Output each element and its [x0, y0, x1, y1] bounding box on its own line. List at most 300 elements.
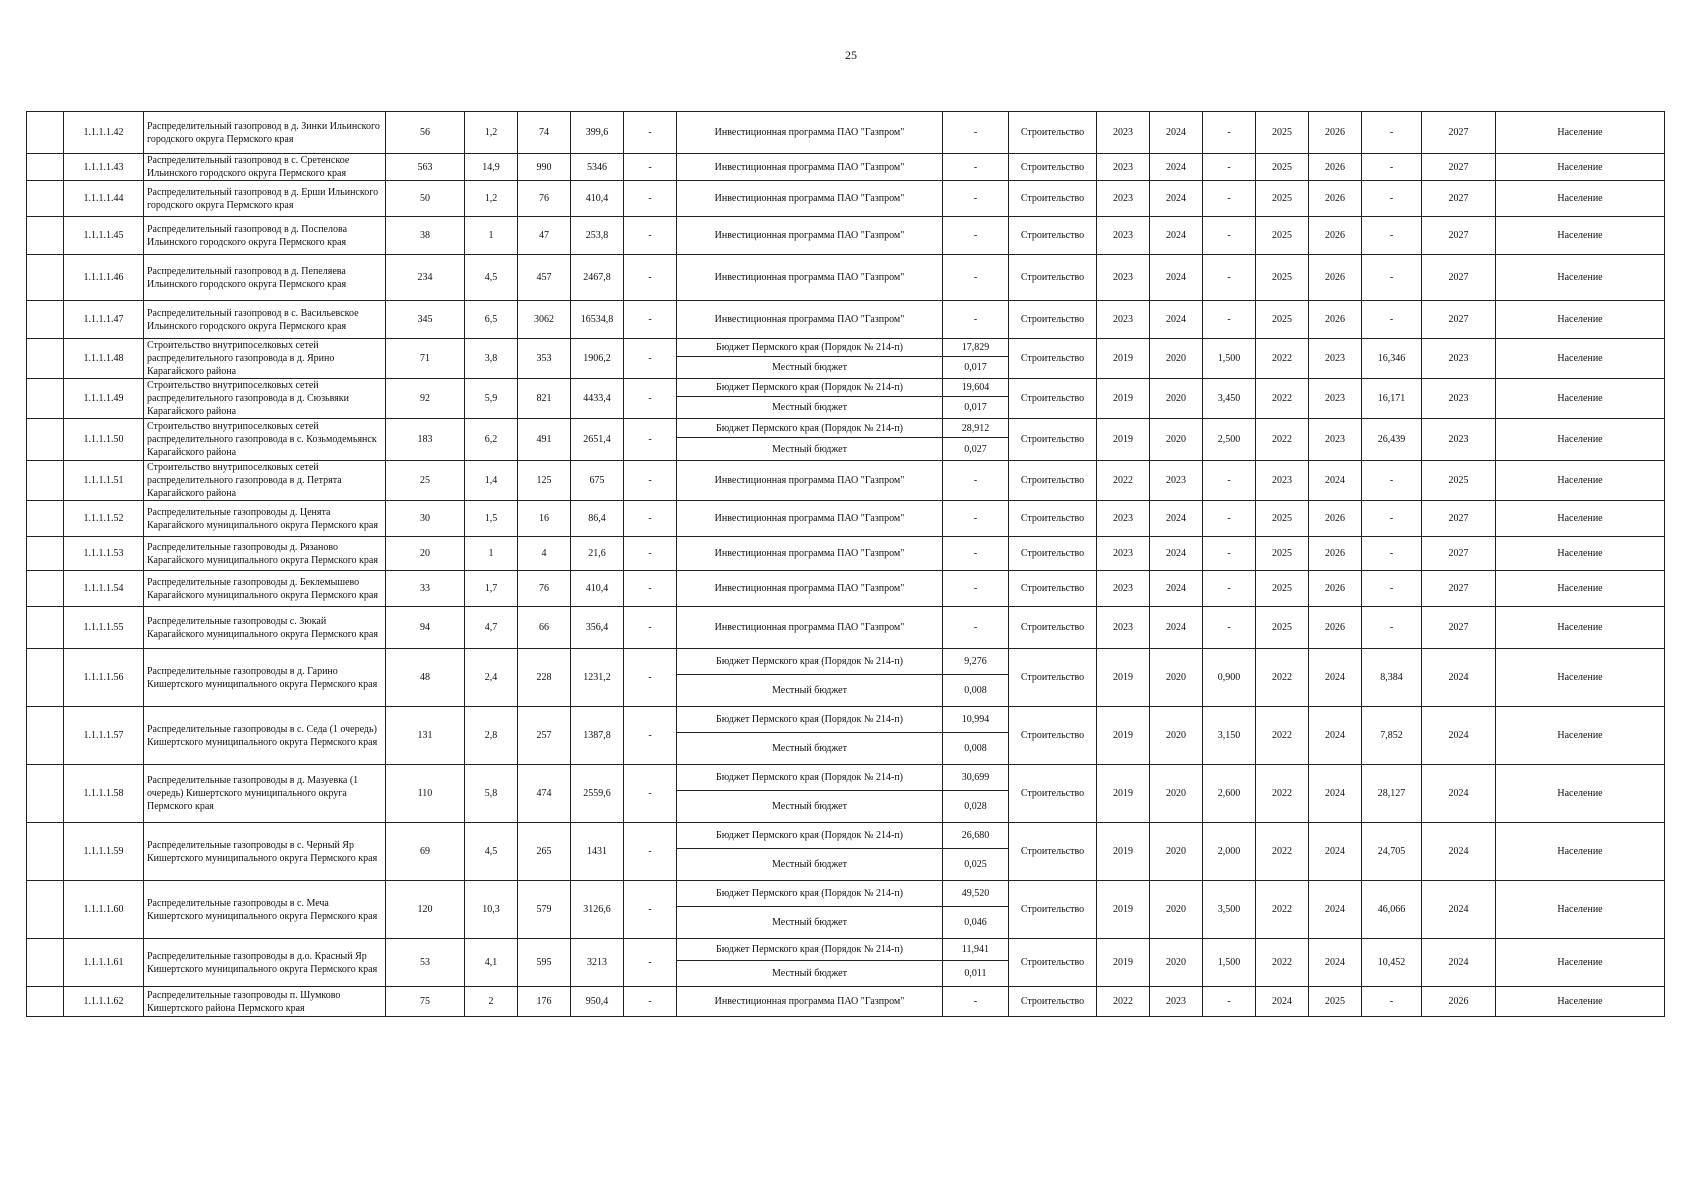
value-cell: 1 — [465, 537, 518, 571]
value-cell: 0,900 — [1203, 649, 1256, 707]
year-cell: 2025 — [1309, 987, 1362, 1017]
value-cell: - — [1203, 301, 1256, 339]
value-cell: - — [624, 881, 677, 939]
year-cell: 2019 — [1097, 765, 1150, 823]
item-number: 1.1.1.1.52 — [64, 501, 144, 537]
value-cell: 5,9 — [465, 379, 518, 419]
year-cell: 2020 — [1150, 419, 1203, 461]
empty-cell — [27, 255, 64, 301]
work-type: Строительство — [1009, 537, 1097, 571]
year-cell: 2019 — [1097, 823, 1150, 881]
object-name: Распределительные газопроводы д. Рязаново Карагайского муниципального округа Пермского края — [144, 537, 386, 571]
empty-cell — [27, 419, 64, 461]
value-cell: 1,5 — [465, 501, 518, 537]
object-name: Распределительные газопроводы д. Беклемышево Карагайского муниципального округа Пермского края — [144, 571, 386, 607]
year-cell: 2024 — [1309, 649, 1362, 707]
empty-cell — [27, 461, 64, 501]
value-cell: 2467,8 — [571, 255, 624, 301]
year-cell: 2024 — [1309, 939, 1362, 987]
table-row — [27, 379, 1665, 397]
value-cell: 74 — [518, 112, 571, 154]
item-number: 1.1.1.1.51 — [64, 461, 144, 501]
year-cell: 2019 — [1097, 419, 1150, 461]
year-cell: 2024 — [1150, 301, 1203, 339]
table-row — [27, 649, 1665, 675]
year-cell: 2019 — [1097, 379, 1150, 419]
funding-amount: 0,025 — [943, 849, 1009, 881]
object-name: Распределительные газопроводы п. Шумково Кишертского района Пермского края — [144, 987, 386, 1017]
object-name: Распределительный газопровод в д. Зинки Ильинского городского округа Пермского края — [144, 112, 386, 154]
item-number: 1.1.1.1.46 — [64, 255, 144, 301]
year-cell: 2019 — [1097, 339, 1150, 379]
year-cell: 2025 — [1256, 571, 1309, 607]
funding-amount: - — [943, 217, 1009, 255]
consumer-category: Население — [1496, 571, 1665, 607]
year-cell: 2026 — [1422, 987, 1496, 1017]
funding-source: Бюджет Пермского края (Порядок № 214-п) — [677, 823, 943, 849]
object-name: Распределительный газопровод в д. Ерши Ильинского городского округа Пермского края — [144, 181, 386, 217]
value-cell: 3,450 — [1203, 379, 1256, 419]
funding-source: Местный бюджет — [677, 675, 943, 707]
table-row — [27, 255, 1665, 301]
value-cell: - — [1203, 607, 1256, 649]
empty-cell — [27, 607, 64, 649]
value-cell: - — [1203, 217, 1256, 255]
empty-cell — [27, 765, 64, 823]
year-cell: 2025 — [1256, 607, 1309, 649]
consumer-category: Население — [1496, 255, 1665, 301]
funding-amount: 0,008 — [943, 675, 1009, 707]
year-cell: 2023 — [1097, 501, 1150, 537]
funding-source: Бюджет Пермского края (Порядок № 214-п) — [677, 765, 943, 791]
value-cell: 3,8 — [465, 339, 518, 379]
work-type: Строительство — [1009, 649, 1097, 707]
year-cell: 2019 — [1097, 707, 1150, 765]
year-cell: 2024 — [1309, 461, 1362, 501]
year-cell: 2024 — [1309, 765, 1362, 823]
value-cell: - — [1203, 537, 1256, 571]
year-cell: 2026 — [1309, 571, 1362, 607]
object-name: Распределительные газопроводы д. Ценята Карагайского муниципального округа Пермского края — [144, 501, 386, 537]
funding-amount: 0,046 — [943, 907, 1009, 939]
year-cell: 2024 — [1150, 607, 1203, 649]
funding-amount: 28,912 — [943, 419, 1009, 438]
value-cell: 579 — [518, 881, 571, 939]
consumer-category: Население — [1496, 461, 1665, 501]
funding-amount: 49,520 — [943, 881, 1009, 907]
table-row — [27, 461, 1665, 501]
value-cell: - — [624, 339, 677, 379]
empty-cell — [27, 501, 64, 537]
work-type: Строительство — [1009, 501, 1097, 537]
item-number: 1.1.1.1.48 — [64, 339, 144, 379]
year-cell: 2022 — [1256, 419, 1309, 461]
work-type: Строительство — [1009, 339, 1097, 379]
value-cell: 821 — [518, 379, 571, 419]
empty-cell — [27, 823, 64, 881]
value-cell: 410,4 — [571, 571, 624, 607]
value-cell: 3213 — [571, 939, 624, 987]
funding-source: Инвестиционная программа ПАО "Газпром" — [677, 571, 943, 607]
funding-source: Инвестиционная программа ПАО "Газпром" — [677, 987, 943, 1017]
year-cell: 2026 — [1309, 154, 1362, 181]
value-cell: 76 — [518, 181, 571, 217]
funding-source: Местный бюджет — [677, 849, 943, 881]
work-type: Строительство — [1009, 939, 1097, 987]
empty-cell — [27, 571, 64, 607]
funding-amount: - — [943, 181, 1009, 217]
funding-amount: 19,604 — [943, 379, 1009, 397]
value-cell: 563 — [386, 154, 465, 181]
table-row — [27, 881, 1665, 907]
table-row — [27, 339, 1665, 357]
year-cell: 2027 — [1422, 181, 1496, 217]
funding-amount: - — [943, 571, 1009, 607]
value-cell: 120 — [386, 881, 465, 939]
year-cell: 2025 — [1256, 112, 1309, 154]
year-cell: 2024 — [1309, 881, 1362, 939]
year-cell: 2023 — [1097, 537, 1150, 571]
table-row — [27, 987, 1665, 1017]
year-cell: 2026 — [1309, 112, 1362, 154]
table-row — [27, 707, 1665, 733]
value-cell: - — [1203, 461, 1256, 501]
year-cell: 2023 — [1150, 461, 1203, 501]
item-number: 1.1.1.1.49 — [64, 379, 144, 419]
work-type: Строительство — [1009, 379, 1097, 419]
value-cell: 94 — [386, 607, 465, 649]
table-row — [27, 939, 1665, 961]
funding-source: Инвестиционная программа ПАО "Газпром" — [677, 301, 943, 339]
value-cell: - — [624, 571, 677, 607]
funding-amount: - — [943, 501, 1009, 537]
year-cell: 2026 — [1309, 501, 1362, 537]
value-cell: 131 — [386, 707, 465, 765]
item-number: 1.1.1.1.57 — [64, 707, 144, 765]
year-cell: 2022 — [1256, 939, 1309, 987]
consumer-category: Население — [1496, 339, 1665, 379]
year-cell: 2022 — [1097, 987, 1150, 1017]
year-cell: 2026 — [1309, 255, 1362, 301]
value-cell: 47 — [518, 217, 571, 255]
object-name: Строительство внутрипоселковых сетей распределительного газопровода в д. Петрята Карагайского района — [144, 461, 386, 501]
work-type: Строительство — [1009, 419, 1097, 461]
table-row — [27, 571, 1665, 607]
year-cell: 2023 — [1309, 339, 1362, 379]
funding-amount: 26,680 — [943, 823, 1009, 849]
value-cell: 4,7 — [465, 607, 518, 649]
table-row — [27, 301, 1665, 339]
work-type: Строительство — [1009, 301, 1097, 339]
item-number: 1.1.1.1.60 — [64, 881, 144, 939]
value-cell: 1,7 — [465, 571, 518, 607]
year-cell: 2023 — [1309, 419, 1362, 461]
object-name: Распределительный газопровод в с. Сретенское Ильинского городского округа Пермского края — [144, 154, 386, 181]
year-cell: 2026 — [1309, 537, 1362, 571]
year-cell: 2027 — [1422, 154, 1496, 181]
empty-cell — [27, 301, 64, 339]
value-cell: 4433,4 — [571, 379, 624, 419]
value-cell: - — [1362, 112, 1422, 154]
value-cell: 56 — [386, 112, 465, 154]
table-row — [27, 765, 1665, 791]
value-cell: 16 — [518, 501, 571, 537]
value-cell: 33 — [386, 571, 465, 607]
value-cell: 30 — [386, 501, 465, 537]
work-type: Строительство — [1009, 154, 1097, 181]
funding-amount: 11,941 — [943, 939, 1009, 961]
year-cell: 2023 — [1097, 181, 1150, 217]
value-cell: - — [624, 939, 677, 987]
year-cell: 2019 — [1097, 649, 1150, 707]
funding-amount: - — [943, 537, 1009, 571]
value-cell: 356,4 — [571, 607, 624, 649]
item-number: 1.1.1.1.55 — [64, 607, 144, 649]
table-row — [27, 823, 1665, 849]
funding-source: Бюджет Пермского края (Порядок № 214-п) — [677, 881, 943, 907]
empty-cell — [27, 217, 64, 255]
empty-cell — [27, 537, 64, 571]
funding-amount: - — [943, 255, 1009, 301]
value-cell: - — [1203, 571, 1256, 607]
empty-cell — [27, 881, 64, 939]
gas-pipeline-table — [26, 111, 1665, 1017]
year-cell: 2024 — [1422, 649, 1496, 707]
object-name: Распределительный газопровод в с. Васильевское Ильинского городского округа Пермского края — [144, 301, 386, 339]
funding-source: Местный бюджет — [677, 438, 943, 461]
value-cell: 257 — [518, 707, 571, 765]
consumer-category: Население — [1496, 301, 1665, 339]
value-cell: 66 — [518, 607, 571, 649]
funding-source: Инвестиционная программа ПАО "Газпром" — [677, 112, 943, 154]
value-cell: 16,171 — [1362, 379, 1422, 419]
value-cell: 353 — [518, 339, 571, 379]
year-cell: 2027 — [1422, 255, 1496, 301]
consumer-category: Население — [1496, 217, 1665, 255]
empty-cell — [27, 154, 64, 181]
table-row — [27, 112, 1665, 154]
table-row — [27, 217, 1665, 255]
funding-amount: - — [943, 987, 1009, 1017]
value-cell: 4,1 — [465, 939, 518, 987]
table-row — [27, 501, 1665, 537]
page-number: 25 — [845, 48, 857, 62]
value-cell: - — [624, 537, 677, 571]
value-cell: 2,500 — [1203, 419, 1256, 461]
funding-source: Бюджет Пермского края (Порядок № 214-п) — [677, 939, 943, 961]
value-cell: - — [624, 765, 677, 823]
year-cell: 2025 — [1256, 537, 1309, 571]
value-cell: 3062 — [518, 301, 571, 339]
funding-source: Местный бюджет — [677, 357, 943, 379]
consumer-category: Население — [1496, 419, 1665, 461]
value-cell: 4,5 — [465, 255, 518, 301]
value-cell: 410,4 — [571, 181, 624, 217]
funding-source: Местный бюджет — [677, 733, 943, 765]
value-cell: - — [1203, 154, 1256, 181]
value-cell: 50 — [386, 181, 465, 217]
value-cell: - — [624, 419, 677, 461]
work-type: Строительство — [1009, 255, 1097, 301]
value-cell: - — [624, 607, 677, 649]
value-cell: 48 — [386, 649, 465, 707]
value-cell: - — [624, 181, 677, 217]
value-cell: 1,500 — [1203, 339, 1256, 379]
object-name: Распределительные газопроводы в д.о. Красный Яр Кишертского муниципального округа Пермского края — [144, 939, 386, 987]
value-cell: 3,500 — [1203, 881, 1256, 939]
value-cell: 2559,6 — [571, 765, 624, 823]
item-number: 1.1.1.1.42 — [64, 112, 144, 154]
value-cell: 25 — [386, 461, 465, 501]
value-cell: 491 — [518, 419, 571, 461]
value-cell: 69 — [386, 823, 465, 881]
empty-cell — [27, 112, 64, 154]
value-cell: - — [1362, 501, 1422, 537]
item-number: 1.1.1.1.50 — [64, 419, 144, 461]
value-cell: - — [1362, 537, 1422, 571]
item-number: 1.1.1.1.61 — [64, 939, 144, 987]
year-cell: 2024 — [1422, 823, 1496, 881]
value-cell: 1,2 — [465, 112, 518, 154]
value-cell: 457 — [518, 255, 571, 301]
table-row — [27, 181, 1665, 217]
value-cell: 21,6 — [571, 537, 624, 571]
year-cell: 2027 — [1422, 537, 1496, 571]
value-cell: 24,705 — [1362, 823, 1422, 881]
value-cell: 92 — [386, 379, 465, 419]
value-cell: 1,2 — [465, 181, 518, 217]
value-cell: - — [1203, 255, 1256, 301]
value-cell: 183 — [386, 419, 465, 461]
work-type: Строительство — [1009, 181, 1097, 217]
year-cell: 2026 — [1309, 181, 1362, 217]
year-cell: 2024 — [1309, 823, 1362, 881]
value-cell: 228 — [518, 649, 571, 707]
work-type: Строительство — [1009, 217, 1097, 255]
value-cell: 16534,8 — [571, 301, 624, 339]
year-cell: 2023 — [1309, 379, 1362, 419]
value-cell: - — [1362, 255, 1422, 301]
value-cell: 6,2 — [465, 419, 518, 461]
funding-amount: - — [943, 301, 1009, 339]
year-cell: 2023 — [1097, 255, 1150, 301]
year-cell: 2024 — [1422, 707, 1496, 765]
value-cell: 5346 — [571, 154, 624, 181]
value-cell: 399,6 — [571, 112, 624, 154]
value-cell: - — [1362, 301, 1422, 339]
year-cell: 2024 — [1150, 181, 1203, 217]
consumer-category: Население — [1496, 379, 1665, 419]
table-row — [27, 154, 1665, 181]
year-cell: 2027 — [1422, 301, 1496, 339]
funding-source: Местный бюджет — [677, 791, 943, 823]
value-cell: - — [1362, 217, 1422, 255]
value-cell: - — [1362, 154, 1422, 181]
value-cell: 3126,6 — [571, 881, 624, 939]
value-cell: 110 — [386, 765, 465, 823]
value-cell: - — [624, 112, 677, 154]
funding-source: Инвестиционная программа ПАО "Газпром" — [677, 537, 943, 571]
item-number: 1.1.1.1.56 — [64, 649, 144, 707]
consumer-category: Население — [1496, 501, 1665, 537]
year-cell: 2027 — [1422, 607, 1496, 649]
year-cell: 2024 — [1309, 707, 1362, 765]
empty-cell — [27, 939, 64, 987]
value-cell: - — [624, 379, 677, 419]
funding-amount: - — [943, 112, 1009, 154]
year-cell: 2023 — [1097, 571, 1150, 607]
consumer-category: Население — [1496, 823, 1665, 881]
year-cell: 2020 — [1150, 339, 1203, 379]
funding-amount: - — [943, 461, 1009, 501]
item-number: 1.1.1.1.54 — [64, 571, 144, 607]
empty-cell — [27, 987, 64, 1017]
consumer-category: Население — [1496, 649, 1665, 707]
value-cell: 53 — [386, 939, 465, 987]
consumer-category: Население — [1496, 607, 1665, 649]
item-number: 1.1.1.1.43 — [64, 154, 144, 181]
value-cell: 76 — [518, 571, 571, 607]
value-cell: 20 — [386, 537, 465, 571]
item-number: 1.1.1.1.53 — [64, 537, 144, 571]
funding-source: Инвестиционная программа ПАО "Газпром" — [677, 154, 943, 181]
object-name: Распределительные газопроводы с. Зюкай Карагайского муниципального округа Пермского края — [144, 607, 386, 649]
value-cell: 7,852 — [1362, 707, 1422, 765]
value-cell: 71 — [386, 339, 465, 379]
value-cell: - — [624, 154, 677, 181]
value-cell: 1 — [465, 217, 518, 255]
value-cell: - — [624, 301, 677, 339]
funding-source: Бюджет Пермского края (Порядок № 214-п) — [677, 707, 943, 733]
work-type: Строительство — [1009, 987, 1097, 1017]
funding-source: Местный бюджет — [677, 907, 943, 939]
year-cell: 2023 — [1150, 987, 1203, 1017]
item-number: 1.1.1.1.45 — [64, 217, 144, 255]
funding-source: Инвестиционная программа ПАО "Газпром" — [677, 461, 943, 501]
year-cell: 2023 — [1097, 301, 1150, 339]
value-cell: 8,384 — [1362, 649, 1422, 707]
table-row — [27, 537, 1665, 571]
value-cell: 28,127 — [1362, 765, 1422, 823]
year-cell: 2022 — [1256, 823, 1309, 881]
value-cell: 3,150 — [1203, 707, 1256, 765]
value-cell: 1,4 — [465, 461, 518, 501]
value-cell: 125 — [518, 461, 571, 501]
funding-source: Бюджет Пермского края (Порядок № 214-п) — [677, 339, 943, 357]
year-cell: 2025 — [1256, 255, 1309, 301]
year-cell: 2023 — [1097, 217, 1150, 255]
year-cell: 2019 — [1097, 881, 1150, 939]
item-number: 1.1.1.1.58 — [64, 765, 144, 823]
object-name: Строительство внутрипоселковых сетей распределительного газопровода в д. Ярино Карагайского района — [144, 339, 386, 379]
value-cell: 46,066 — [1362, 881, 1422, 939]
value-cell: 345 — [386, 301, 465, 339]
funding-amount: 0,011 — [943, 961, 1009, 987]
value-cell: - — [624, 987, 677, 1017]
year-cell: 2022 — [1256, 339, 1309, 379]
year-cell: 2023 — [1422, 339, 1496, 379]
consumer-category: Население — [1496, 987, 1665, 1017]
value-cell: 253,8 — [571, 217, 624, 255]
value-cell: 2 — [465, 987, 518, 1017]
value-cell: 1387,8 — [571, 707, 624, 765]
consumer-category: Население — [1496, 181, 1665, 217]
value-cell: 16,346 — [1362, 339, 1422, 379]
year-cell: 2024 — [1422, 939, 1496, 987]
value-cell: 234 — [386, 255, 465, 301]
value-cell: 26,439 — [1362, 419, 1422, 461]
empty-cell — [27, 707, 64, 765]
